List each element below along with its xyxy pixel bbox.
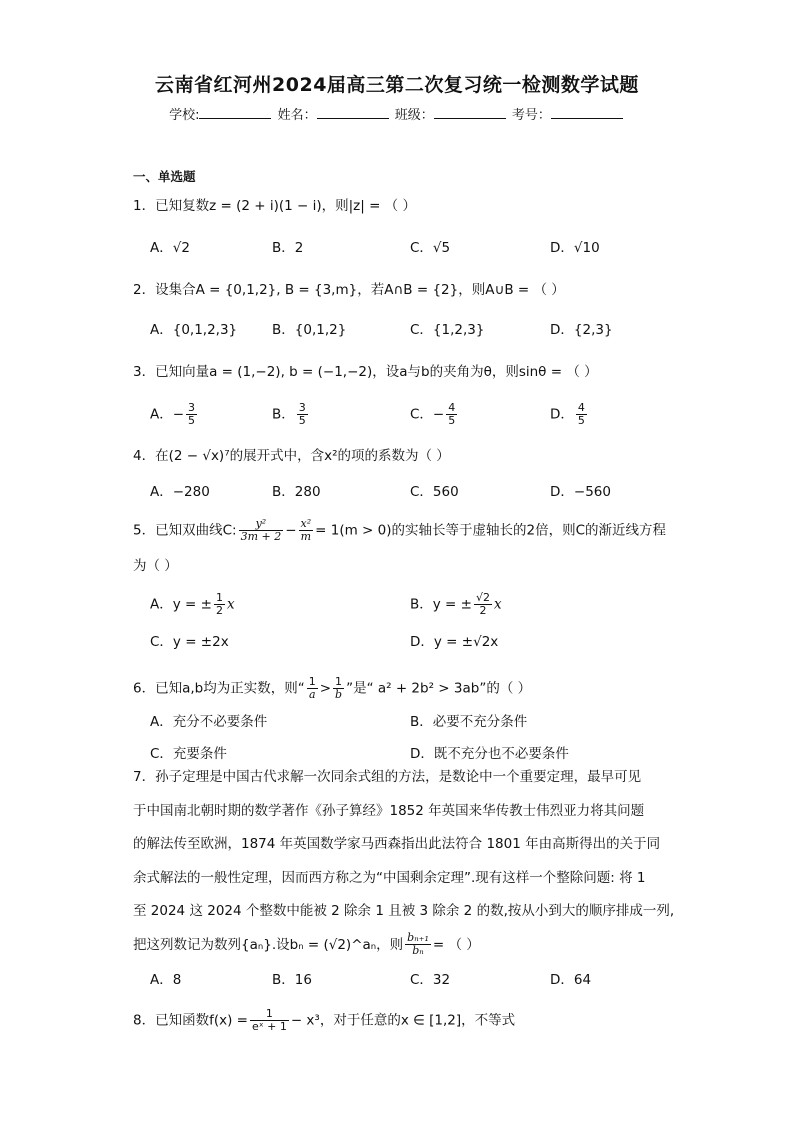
question-6-option-b[interactable]: B．必要不充分条件	[410, 714, 528, 730]
question-1-option-c[interactable]: C．√5	[410, 240, 451, 256]
q7-last-line-start: 把这列数记为数列{aₙ}.设bₙ = (√2)^aₙ，则	[133, 936, 404, 953]
numerator: 3	[188, 401, 196, 414]
class-blank[interactable]	[434, 106, 506, 119]
numerator: y²	[239, 518, 284, 531]
denominator: 5	[577, 414, 585, 427]
variable-x: x	[493, 596, 502, 613]
fraction	[333, 676, 344, 701]
option-a-label: A．−	[150, 406, 185, 423]
numerator: 1	[215, 591, 223, 604]
fraction	[307, 676, 318, 701]
question-3-option-b[interactable]	[272, 402, 310, 427]
question-5-stem: 5．已知双曲线C: $\frac{\text{y²}}{3m + 2}$ − $\frac{\text{x²}}{m}$ = 1(m > 0)的实轴长等于虚轴长的2倍，则C的渐近线方程	[133, 517, 667, 543]
q6-stem-start: 6．已知a,b均为正实数，则“	[133, 680, 305, 697]
fraction	[446, 402, 457, 427]
question-4-option-c[interactable]: C．560	[410, 484, 459, 500]
question-4-option-a[interactable]: A．−280	[150, 484, 210, 500]
student-info-line	[0, 104, 794, 123]
denominator: 5	[188, 414, 196, 427]
question-3-option-a[interactable]	[150, 402, 199, 427]
denominator: 3m + 2	[240, 530, 282, 543]
question-5-option-c[interactable]: C．y = ±2x	[150, 634, 229, 650]
question-6-option-c[interactable]: C．充要条件	[150, 746, 227, 762]
question-6-stem	[133, 676, 531, 701]
school-label: 学校:	[169, 108, 200, 123]
fraction	[405, 932, 431, 957]
denominator: a	[308, 688, 316, 701]
denominator: 2	[479, 604, 487, 617]
numerator: 1	[333, 676, 344, 689]
q7-last-line-end: = （ ）	[432, 936, 480, 953]
denominator: b	[335, 688, 343, 701]
question-6-option-d[interactable]: D．既不充分也不必要条件	[410, 746, 569, 762]
numerator: 3	[298, 401, 306, 414]
exam-number-label: 考号：	[511, 108, 551, 123]
q5-stem-start: 5．已知双曲线C:	[133, 522, 237, 539]
fraction	[576, 402, 587, 427]
question-1-stem: 1．已知复数z = (2 + i)(1 − i)，则|z| = （ ）	[133, 198, 416, 214]
section-heading: 一、单选题	[133, 169, 196, 184]
question-3-option-c[interactable]	[410, 402, 459, 427]
question-3-stem: 3．已知向量a = (1,−2), b = (−1,−2)，设a与b的夹角为θ，则sinθ = （ ）	[133, 364, 598, 380]
denominator: 5	[298, 414, 306, 427]
question-6-option-a[interactable]: A．充分不必要条件	[150, 714, 268, 730]
question-7-option-b[interactable]: B．16	[272, 972, 312, 988]
exam-number-blank[interactable]	[551, 106, 623, 119]
denominator: 5	[448, 414, 456, 427]
greater-than: >	[319, 680, 332, 697]
question-5-option-a[interactable]	[150, 592, 235, 617]
fraction	[474, 592, 492, 617]
numerator: bₙ₊₁	[407, 931, 429, 944]
question-4-option-b[interactable]: B．280	[272, 484, 321, 500]
option-a-label: A．y = ±	[150, 596, 212, 613]
denominator: m	[300, 530, 312, 543]
fraction	[297, 402, 308, 427]
question-1-option-a[interactable]: A．√2	[150, 240, 190, 256]
option-d-label: D．	[550, 406, 574, 423]
option-c-label: C．−	[410, 406, 445, 423]
numerator: x²	[300, 517, 312, 530]
fraction	[250, 1008, 289, 1033]
question-5-option-d[interactable]: D．y = ±√2x	[410, 634, 499, 650]
question-7-stem	[133, 761, 675, 962]
question-2-option-d[interactable]: D．{2,3}	[550, 322, 613, 338]
q7-line: 于中国南北朝时期的数学著作《孙子算经》1852 年英国来华传教士伟烈亚力将其问题	[133, 802, 645, 819]
q5-stem-end: = 1(m > 0)的实轴长等于虚轴长的2倍，则C的渐近线方程	[315, 522, 667, 539]
name-blank[interactable]	[317, 106, 389, 119]
numerator: √2	[475, 591, 490, 604]
question-4-stem: 4．在(2 − √x)⁷的展开式中，含x²的项的系数为（ ）	[133, 448, 450, 464]
question-3-option-d[interactable]	[550, 402, 589, 427]
question-2-option-a[interactable]: A．{0,1,2,3}	[150, 322, 238, 338]
question-8-stem	[133, 1008, 515, 1033]
page-title: 云南省红河州2024届高三第二次复习统一检测数学试题	[155, 74, 639, 96]
question-1-option-d[interactable]: D．√10	[550, 240, 600, 256]
q8-stem-start: 8．已知函数f(x) =	[133, 1012, 248, 1029]
question-7-option-c[interactable]: C．32	[410, 972, 451, 988]
variable-x: x	[226, 596, 235, 613]
option-b-label: B．y = ±	[410, 596, 472, 613]
denominator: 2	[215, 604, 223, 617]
q7-line: 余式解法的一般性定理，因而西方称之为“中国剩余定理”.现有这样一个整除问题: 将 1	[133, 869, 646, 886]
question-2-option-c[interactable]: C．{1,2,3}	[410, 322, 485, 338]
class-label: 班级：	[394, 108, 434, 123]
option-b-label: B．	[272, 406, 295, 423]
question-7-option-a[interactable]: A．8	[150, 972, 182, 988]
q6-stem-end: ”是“ a² + 2b² > 3ab”的（ ）	[346, 680, 532, 697]
numerator: 1	[308, 675, 316, 688]
question-1-option-b[interactable]: B．2	[272, 240, 304, 256]
q8-stem-end: − x³，对于任意的x ∈ [1,2]，不等式	[290, 1012, 516, 1029]
fraction	[239, 518, 284, 543]
question-7-option-d[interactable]: D．64	[550, 972, 592, 988]
fraction	[299, 518, 314, 543]
q7-line: 7．孙子定理是中国古代求解一次同余式组的方法，是数论中一个重要定理，最早可见	[133, 769, 642, 785]
school-blank[interactable]	[199, 106, 271, 119]
q7-line: 的解法传至欧洲，1874 年英国数学家马西森指出此法符合 1801 年由高斯得出的关于同	[133, 836, 661, 852]
fraction	[186, 402, 197, 427]
denominator: bₙ	[412, 944, 424, 957]
fraction	[214, 592, 225, 617]
denominator: eˣ + 1	[251, 1020, 287, 1033]
question-5-option-b[interactable]	[410, 592, 502, 617]
q7-line: 至 2024 这 2024 个整数中能被 2 除余 1 且被 3 除余 2 的数,按从小到大的顺序排成一列,	[133, 903, 675, 919]
q7-last-line	[133, 929, 663, 963]
numerator: 1	[250, 1008, 289, 1021]
question-5-stem-line2: 为（ ）	[133, 558, 178, 574]
question-2-stem: 2．设集合A = {0,1,2}, B = {3,m}，若A∩B = {2}，则A∪B = （ ）	[133, 282, 565, 298]
question-2-option-b[interactable]: B．{0,1,2}	[272, 322, 347, 338]
question-4-option-d[interactable]: D．−560	[550, 484, 611, 500]
numerator: 4	[577, 401, 585, 414]
numerator: 4	[448, 401, 456, 414]
name-label: 姓名：	[277, 108, 317, 123]
